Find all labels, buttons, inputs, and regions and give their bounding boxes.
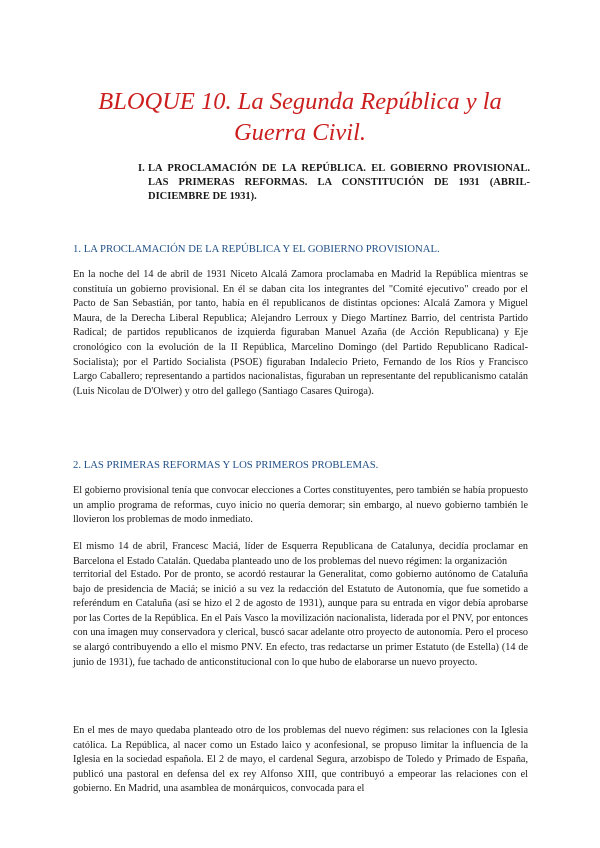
section-number: I. <box>138 163 145 174</box>
title-line-2: Guerra Civil. <box>233 119 367 146</box>
section-heading-text: LA PROCLAMACIÓN DE LA REPÚBLICA. EL GOBIERNO PROVISIONAL. LAS PRIMERAS REFORMAS. LA CONSTITUCIÓN DE 1931 (ABRIL-DICIEMBRE DE 1931). <box>148 163 530 202</box>
paragraph-proclamacion: En la noche del 14 de abril de 1931 Niceto Alcalá Zamora proclamaba en Madrid la República mientras se constituía un gobierno provisional. En él se daban cita los integrantes del "Comité ejecutivo" creado por el Pacto de San Sebastián, por tanto, había en él republicanos de distintas opciones: Alcalá Zamora y Miguel Maura, de la Derecha Liberal Republica; Alejandro Lerroux y Diego Martínez Barrio, del centrista Partido Radical; de partidos republicanos de izquierda figuraban Manuel Azaña (de Acción Republicana) y Eje cronológico con la evolución de la II República, Marcelino Domingo (del Partido Republicano Radical-Socialista); por el Partido Socialista (PSOE) figuraban Indalecio Prieto, Fernando de los Ríos y Francisco Largo Caballero; representando a partidos nacionalistas, figuraban un representante del republicanismo catalán (Luis Nicolau de D'Olwer) y otro del gallego (Santiago Casares Quiroga). <box>73 269 528 397</box>
paragraph-gobierno-provisional: El gobierno provisional tenía que convocar elecciones a Cortes constituyentes, pero también se había propuesto un amplio programa de reformas, cuyo inicio no quería demorar; sin embargo, al nuevo gobierno también le llovieron los problemas de modo inmediato. <box>73 485 528 526</box>
paragraph-iglesia: En el mes de mayo quedaba planteado otro de los problemas del nuevo régimen: sus relaciones con la Iglesia católica. La República, al nacer como un Estado laico y aconfesional, se propuso limitar la influencia de la Iglesia en la sociedad española. El 2 de mayo, el cardenal Segura, arzobispo de Toledo y Primado de España, publicó una pastoral en defensa del ex rey Alfonso XIII, que contribuyó a empeorar las relaciones con el gobierno. En Madrid, una asamblea de monárquicos, convocada para el <box>73 725 528 795</box>
paragraph-organizacion-territorial: territorial del Estado. Por de pronto, se acordó restaurar la Generalitat, como gobierno autónomo de Cataluña bajo de presidencia de Maciá; se inició a su vez la redacción del Estatuto de Autonomía, que fue sometido a referéndum en Cataluña (así se hizo el 2 de agosto de 1931), aunque para su entrada en vigor debía aprobarse por las Cortes de la República. En el País Vasco la movilización nacionalista, liderada por el PNV, por entonces con una imagen muy conservadora y clerical, buscó sacar adelante otro proyecto de autonomía. Pero el proceso se alargó contribuyendo a ello el mismo PNV. En efecto, tras redactarse un primer Estatuto (de Estella) (14 de junio de 1931), fue tachado de anticonstitucional con lo que hubo de elaborarse un nuevo proyecto. <box>73 569 528 668</box>
paragraph-estado-catalan: El mismo 14 de abril, Francesc Maciá, líder de Esquerra Republicana de Catalunya, decidía proclamar en Barcelona el Estado Catalán. Quedaba planteado uno de los problemas del nuevo régimen: la organización <box>73 541 528 567</box>
subheading-reformas: 2. LAS PRIMERAS REFORMAS Y LOS PRIMEROS PROBLEMAS. <box>73 459 379 471</box>
subheading-proclamacion: 1. LA PROCLAMACIÓN DE LA REPÚBLICA Y EL GOBIERNO PROVISIONAL. <box>73 243 440 255</box>
section-heading <box>138 162 530 204</box>
title-line-1: BLOQUE 10. La Segunda República y la <box>98 88 502 115</box>
document-title <box>60 86 540 148</box>
